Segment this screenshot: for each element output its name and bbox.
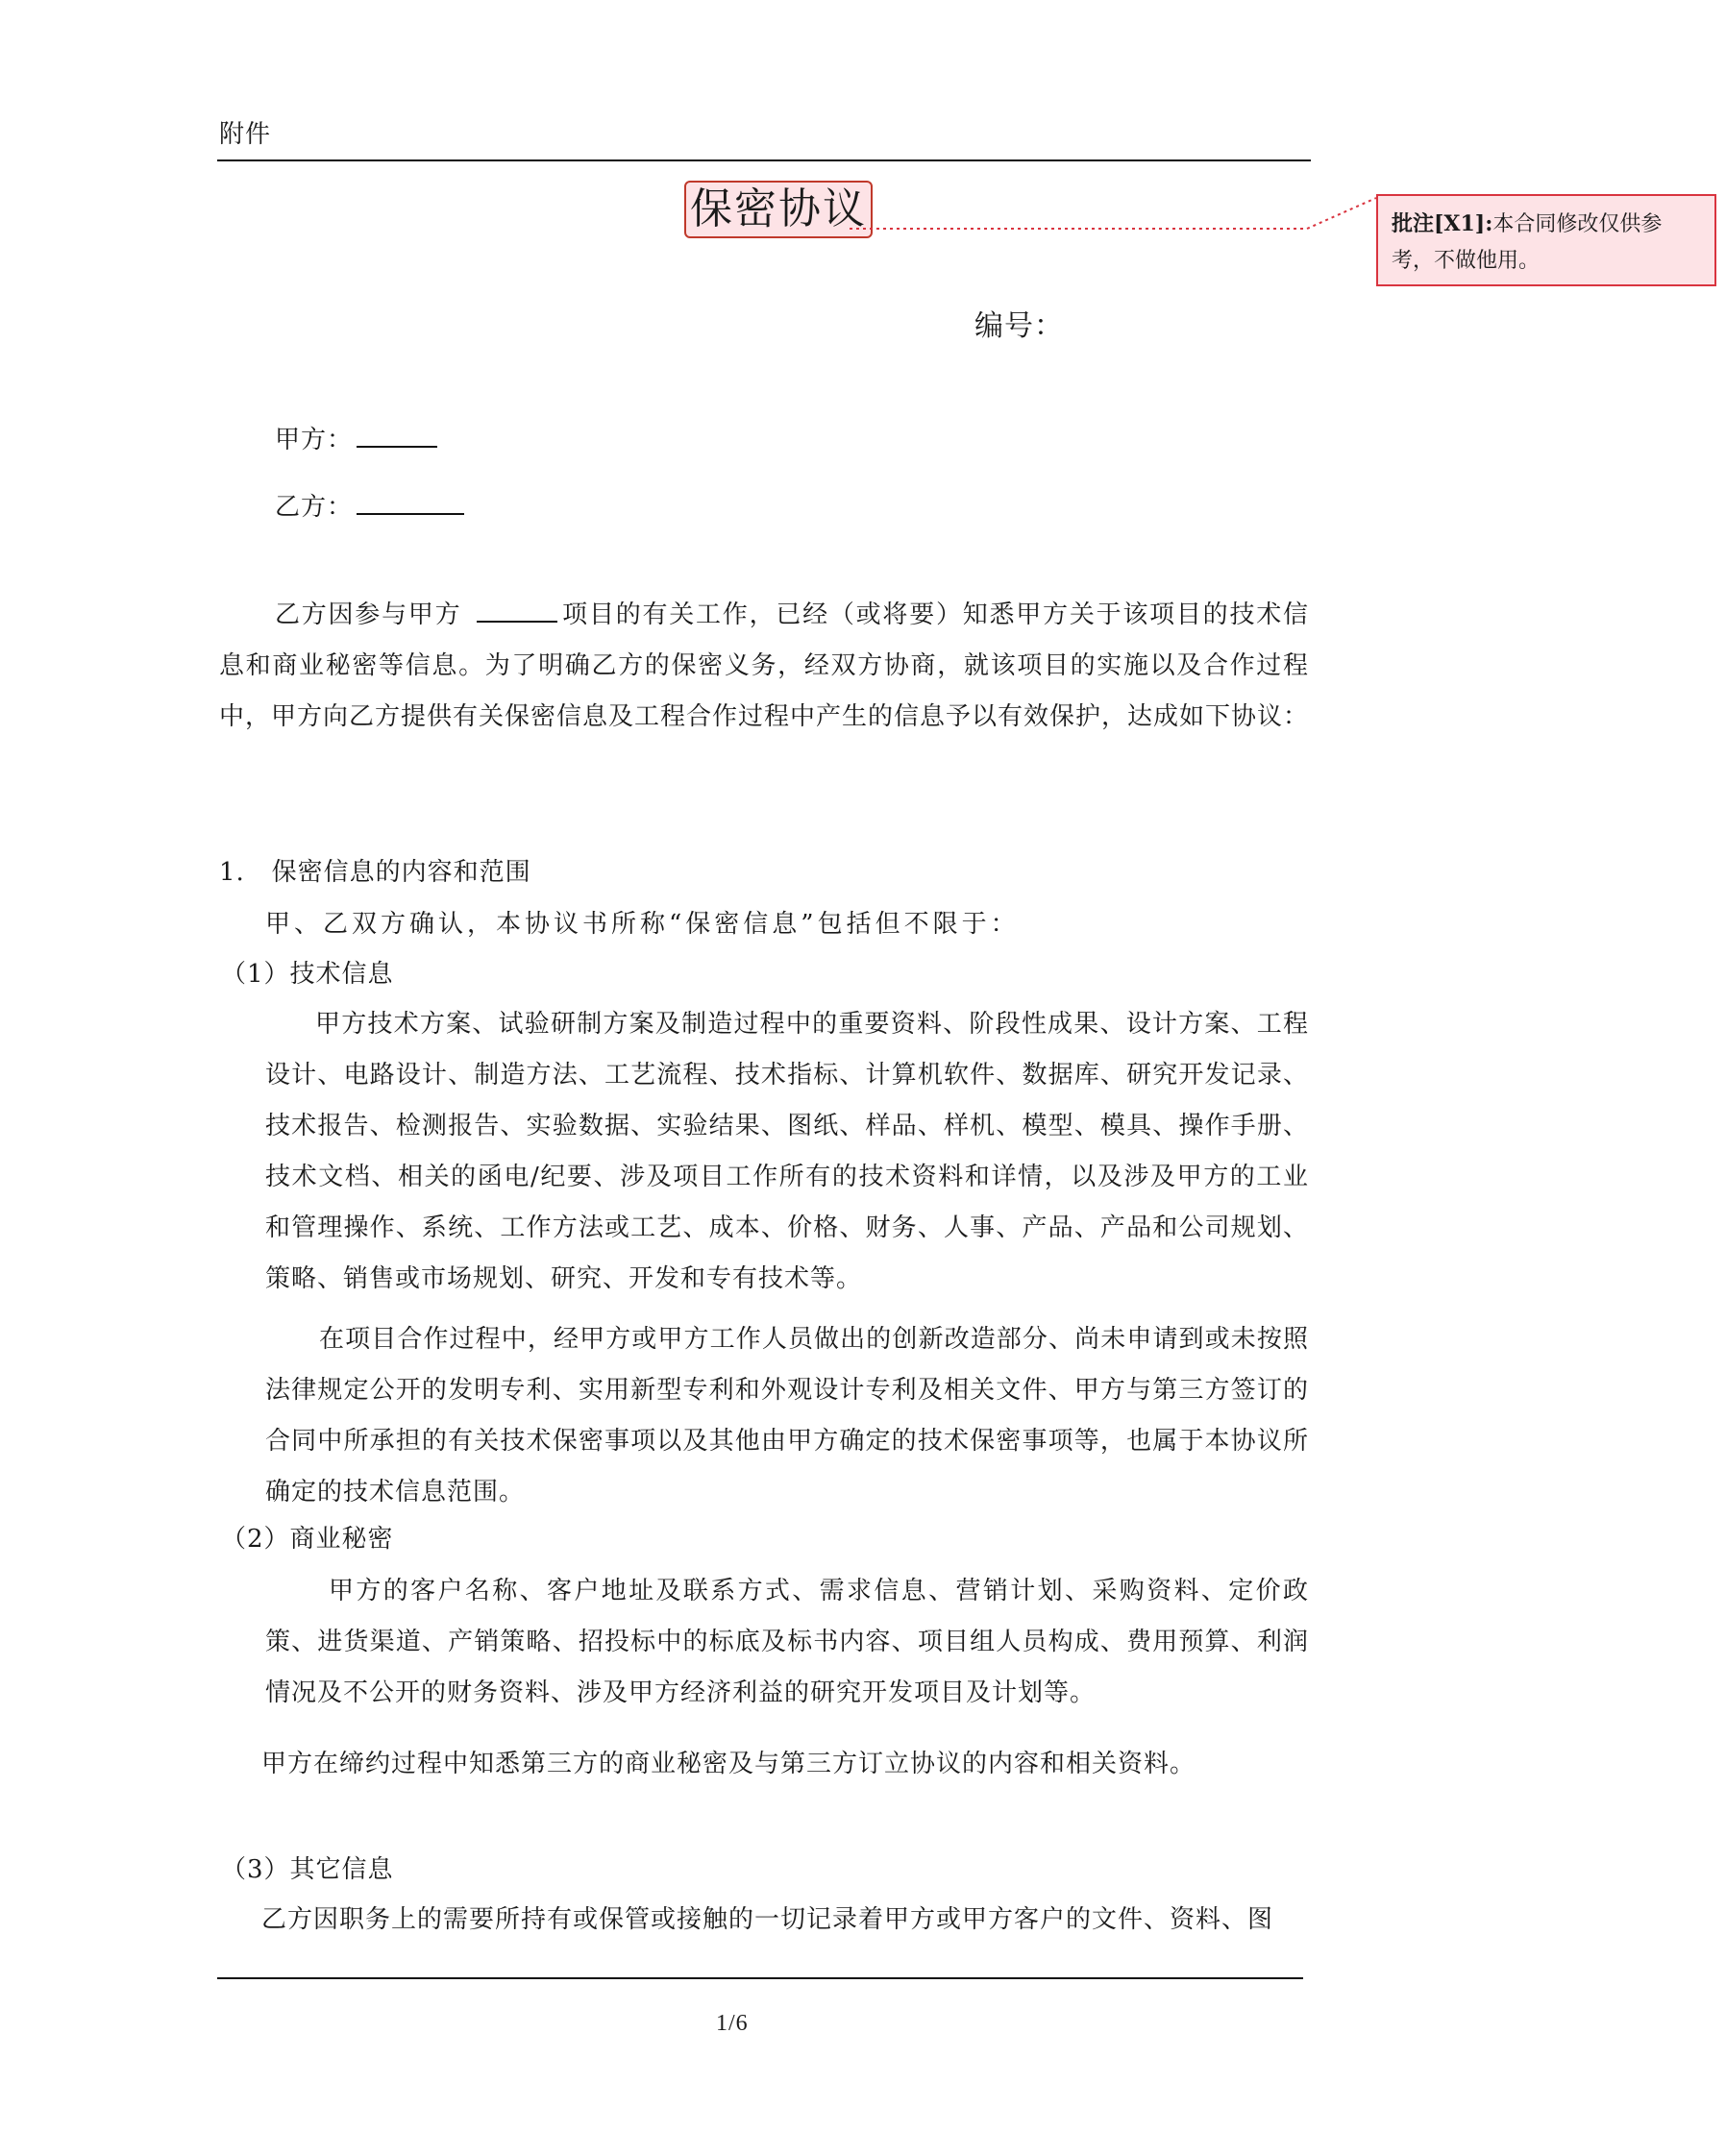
party-a-line	[275, 419, 437, 457]
intro-prefix: 乙方因参与甲方	[275, 600, 462, 629]
party-b-blank[interactable]	[357, 486, 464, 515]
footer-rule	[217, 1977, 1303, 1979]
party-a-label: 甲方：	[275, 426, 354, 454]
comment-connector	[846, 192, 1380, 236]
other-heading: （3）其它信息	[221, 1855, 394, 1884]
section-1-heading: 1. 保密信息的内容和范围	[219, 858, 531, 887]
intro-paragraph	[219, 590, 1309, 743]
tech-paragraph-1: 甲方技术方案、试验研制方案及制造过程中的重要资料、阶段性成果、设计方案、工程设计、电路设计、制造方法、工艺流程、技术指标、计算机软件、数据库、研究开发记录、技术报告、检测报告、实验数据、实验结果、图纸、样品、样机、模型、模具、操作手册、技术文档、相关的函电/纪要、涉及项目工作所有的技术资料和详情，以及涉及甲方的工业和管理操作、系统、工作方法或工艺、成本、价格、财务、人事、产品、产品和公司规划、策略、销售或市场规划、研究、开发和专有技术等。	[265, 1010, 1309, 1293]
serial-label: 编号：	[974, 309, 1064, 343]
other-paragraph-1: 乙方因职务上的需要所持有或保管或接触的一切记录着甲方或甲方客户的文件、资料、图	[261, 1905, 1274, 1934]
party-b-line	[275, 486, 464, 525]
document-title[interactable]: 保密协议	[684, 181, 873, 238]
page-number: 1/6	[716, 2011, 749, 2036]
comment-balloon[interactable]	[1376, 194, 1716, 286]
section-1-confirm: 甲、乙双方确认，本协议书所称“保密信息”包括但不限于：	[265, 910, 1020, 939]
intro-suffix: 项目的有关工作，已经（或将要）知悉甲方关于该项目的技术信息和商业秘密等信息。为了明确乙方的保密义务，经双方协商，就该项目的实施以及合作过程中，甲方向乙方提供有关保密信息及工程合作过程中产生的信息予以有效保护，达成如下协议：	[219, 600, 1310, 731]
header-label: 附件	[219, 120, 272, 149]
biz-heading: （2）商业秘密	[221, 1525, 394, 1554]
tech-heading: （1）技术信息	[221, 960, 394, 989]
biz-paragraph-1: 甲方的客户名称、客户地址及联系方式、需求信息、营销计划、采购资料、定价政策、进货渠道、产销策略、招投标中的标底及标书内容、项目组人员构成、费用预算、利润情况及不公开的财务资料、涉及甲方经济利益的研究开发项目及计划等。	[265, 1577, 1309, 1707]
project-name-blank[interactable]	[477, 594, 557, 623]
tech-paragraph-2: 在项目合作过程中，经甲方或甲方工作人员做出的创新改造部分、尚未申请到或未按照法律规定公开的发明专利、实用新型专利和外观设计专利及相关文件、甲方与第三方签订的合同中所承担的有关技术保密事项以及其他由甲方确定的技术保密事项等，也属于本协议所确定的技术信息范围。	[265, 1325, 1309, 1507]
comment-text: 本合同修改仅供参考，不做他用。	[1392, 212, 1663, 273]
header-rule	[217, 159, 1311, 161]
party-b-label: 乙方：	[275, 493, 354, 522]
party-a-blank[interactable]	[357, 419, 437, 448]
comment-tag: 批注[X1]:	[1392, 211, 1493, 236]
biz-paragraph-2: 甲方在缔约过程中知悉第三方的商业秘密及与第三方订立协议的内容和相关资料。	[261, 1750, 1196, 1778]
